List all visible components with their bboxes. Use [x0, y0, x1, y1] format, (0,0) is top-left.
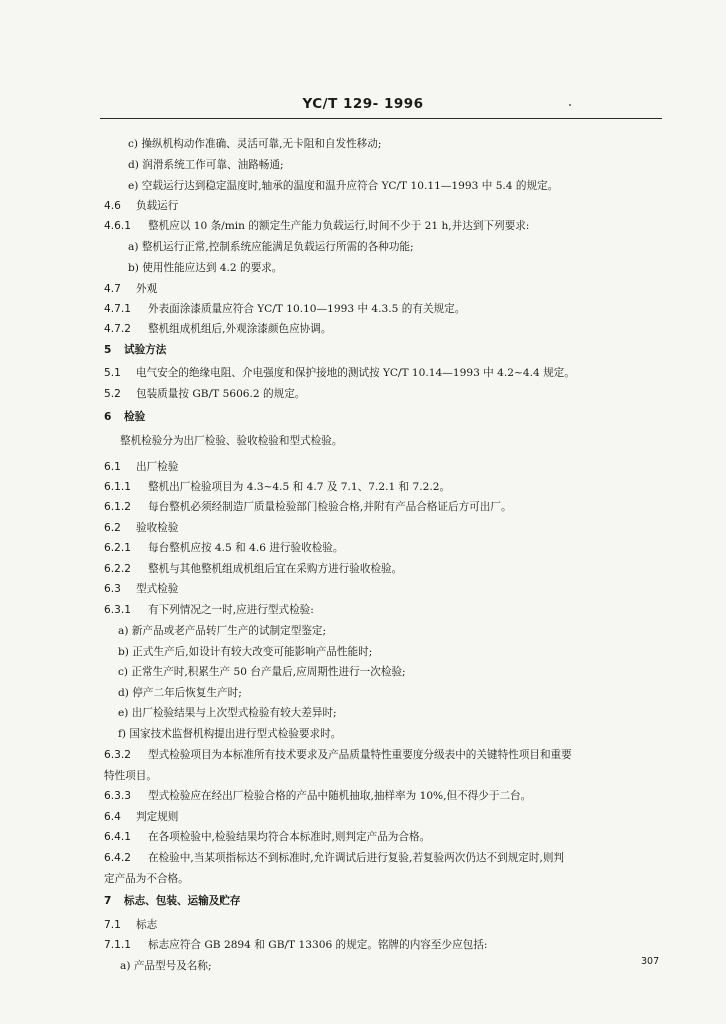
- text-line: [104, 789, 531, 803]
- clause-text: 有下列情况之一时,应进行型式检验:: [148, 604, 314, 616]
- text-line: [118, 665, 406, 679]
- text-line: [104, 603, 314, 617]
- clause-number: 6.3: [104, 583, 121, 595]
- clause-text: 判定规则: [136, 811, 179, 823]
- speck-mark: [569, 104, 571, 106]
- clause-text: 整机应以 10 条/min 的额定生产能力负载运行,时间不少于 21 h,并达到下列要求:: [148, 220, 530, 232]
- text-line: [128, 179, 558, 193]
- clause-text: f) 国家技术监督机构提出进行型式检验要求时。: [118, 728, 342, 740]
- text-line: [118, 706, 337, 720]
- text-line: [104, 322, 331, 336]
- clause-number: 6.1.1: [104, 481, 131, 493]
- clause-text: 标志、包装、运输及贮存: [124, 895, 241, 907]
- text-line: [120, 959, 212, 973]
- section-heading: [104, 343, 166, 357]
- clause-text: b) 使用性能应达到 4.2 的要求。: [128, 262, 283, 274]
- clause-text: 整机组成机组后,外观涂漆颜色应协调。: [148, 323, 332, 335]
- text-line: [104, 521, 178, 535]
- clause-number: 4.6: [104, 200, 121, 212]
- clause-text: 包装质量按 GB/T 5606.2 的规定。: [136, 388, 306, 400]
- clause-text: 出厂检验: [136, 461, 179, 473]
- clause-text: 标志应符合 GB 2894 和 GB/T 13306 的规定。铭牌的内容至少应包括:: [148, 939, 488, 951]
- clause-text: d) 润滑系统工作可靠、油路畅通;: [128, 159, 284, 171]
- text-line: [104, 282, 157, 296]
- text-line: [128, 158, 284, 172]
- clause-text: 验收检验: [136, 522, 179, 534]
- clause-text: 外观: [136, 283, 158, 295]
- text-line: [118, 686, 242, 700]
- clause-text: 在检验中,当某项指标达不到标准时,允许调试后进行复验,若复验两次仍达不到规定时,则判: [148, 852, 565, 864]
- clause-text: 每台整机必须经制造厂质量检验部门检验合格,并附有产品合格证后方可出厂。: [148, 501, 512, 513]
- text-line: [104, 830, 430, 844]
- clause-number: 4.7: [104, 283, 121, 295]
- clause-text: 特性项目。: [104, 770, 157, 782]
- clause-text: a) 新产品或老产品转厂生产的试制定型鉴定;: [118, 625, 327, 637]
- text-line: [104, 541, 343, 555]
- clause-text: 在各项检验中,检验结果均符合本标准时,则判定产品为合格。: [148, 831, 431, 843]
- clause-number: 4.7.2: [104, 323, 131, 335]
- clause-text: a) 整机运行正常,控制系统应能满足负载运行所需的各种功能;: [128, 241, 414, 253]
- clause-text: e) 空载运行达到稳定温度时,轴承的温度和温升应符合 YC/T 10.11—1993 中 5.4 的规定。: [128, 180, 559, 192]
- clause-number: 4.6.1: [104, 220, 131, 232]
- clause-number: 7: [104, 895, 112, 907]
- clause-text: 每台整机应按 4.5 和 4.6 进行验收检验。: [148, 542, 344, 554]
- text-line: [104, 938, 487, 952]
- text-line: [104, 872, 189, 886]
- clause-number: 6.1: [104, 461, 121, 473]
- standard-code-header: YC/T 129- 1996: [302, 96, 424, 112]
- clause-number: 5: [104, 344, 112, 356]
- clause-number: 5.1: [104, 367, 121, 379]
- clause-text: 定产品为不合格。: [104, 873, 189, 885]
- text-line: [104, 851, 564, 865]
- clause-text: 试验方法: [124, 344, 167, 356]
- header-rule: [100, 118, 662, 119]
- clause-number: 6.3.1: [104, 604, 131, 616]
- clause-text: 整机与其他整机组成机组后宜在采购方进行验收检验。: [148, 563, 403, 575]
- clause-number: 5.2: [104, 388, 121, 400]
- section-heading: [104, 894, 241, 908]
- text-line: [104, 748, 572, 762]
- section-heading: [104, 410, 145, 424]
- text-line: [118, 727, 341, 741]
- clause-text: 电气安全的绝缘电阻、介电强度和保护接地的测试按 YC/T 10.14—1993 中 4.2~4.4 规定。: [136, 367, 575, 379]
- text-line: [104, 562, 402, 576]
- text-line: [104, 460, 178, 474]
- text-line: [104, 582, 178, 596]
- clause-number: 6: [104, 411, 112, 423]
- clause-number: 6.2.1: [104, 542, 131, 554]
- text-line: [128, 137, 381, 151]
- clause-number: 6.2: [104, 522, 121, 534]
- clause-number: 6.2.2: [104, 563, 131, 575]
- clause-text: c) 正常生产时,积累生产 50 台产量后,应周期性进行一次检验;: [118, 666, 406, 678]
- text-line: [104, 769, 157, 783]
- page-number: 307: [641, 956, 660, 967]
- clause-text: 负载运行: [136, 200, 179, 212]
- clause-text: 标志: [136, 919, 158, 931]
- clause-number: 6.4.2: [104, 852, 131, 864]
- text-line: [120, 434, 342, 448]
- clause-number: 6.1.2: [104, 501, 131, 513]
- text-line: [104, 500, 512, 514]
- text-line: [118, 645, 372, 659]
- text-line: [104, 219, 529, 233]
- clause-text: e) 出厂检验结果与上次型式检验有较大差异时;: [118, 707, 337, 719]
- text-line: [128, 261, 282, 275]
- clause-text: a) 产品型号及名称;: [120, 960, 212, 972]
- clause-number: 6.3.3: [104, 790, 131, 802]
- clause-text: b) 正式生产后,如设计有较大改变可能影响产品性能时;: [118, 646, 373, 658]
- text-line: [104, 918, 157, 932]
- clause-number: 6.4: [104, 811, 121, 823]
- clause-text: 检验: [124, 411, 146, 423]
- clause-text: 型式检验项目为本标准所有技术要求及产品质量特性重要度分级表中的关键特性项目和重要: [148, 749, 572, 761]
- clause-text: 型式检验应在经出厂检验合格的产品中随机抽取,抽样率为 10%,但不得少于二台。: [148, 790, 532, 802]
- clause-number: 7.1: [104, 919, 121, 931]
- clause-text: 型式检验: [136, 583, 179, 595]
- text-line: [104, 387, 305, 401]
- clause-text: 外表面涂漆质量应符合 YC/T 10.10—1993 中 4.3.5 的有关规定。: [148, 303, 466, 315]
- clause-text: 整机检验分为出厂检验、验收检验和型式检验。: [120, 435, 343, 447]
- text-line: [104, 199, 178, 213]
- clause-text: d) 停产二年后恢复生产时;: [118, 687, 242, 699]
- text-line: [104, 366, 575, 380]
- clause-number: 6.4.1: [104, 831, 131, 843]
- clause-number: 6.3.2: [104, 749, 131, 761]
- text-line: [104, 480, 450, 494]
- text-line: [128, 240, 414, 254]
- clause-number: 4.7.1: [104, 303, 131, 315]
- text-line: [104, 302, 465, 316]
- clause-text: c) 操纵机构动作准确、灵活可靠,无卡阻和自发性移动;: [128, 138, 382, 150]
- text-line: [118, 624, 326, 638]
- text-line: [104, 810, 178, 824]
- clause-text: 整机出厂检验项目为 4.3~4.5 和 4.7 及 7.1、7.2.1 和 7.2.2。: [148, 481, 451, 493]
- clause-number: 7.1.1: [104, 939, 131, 951]
